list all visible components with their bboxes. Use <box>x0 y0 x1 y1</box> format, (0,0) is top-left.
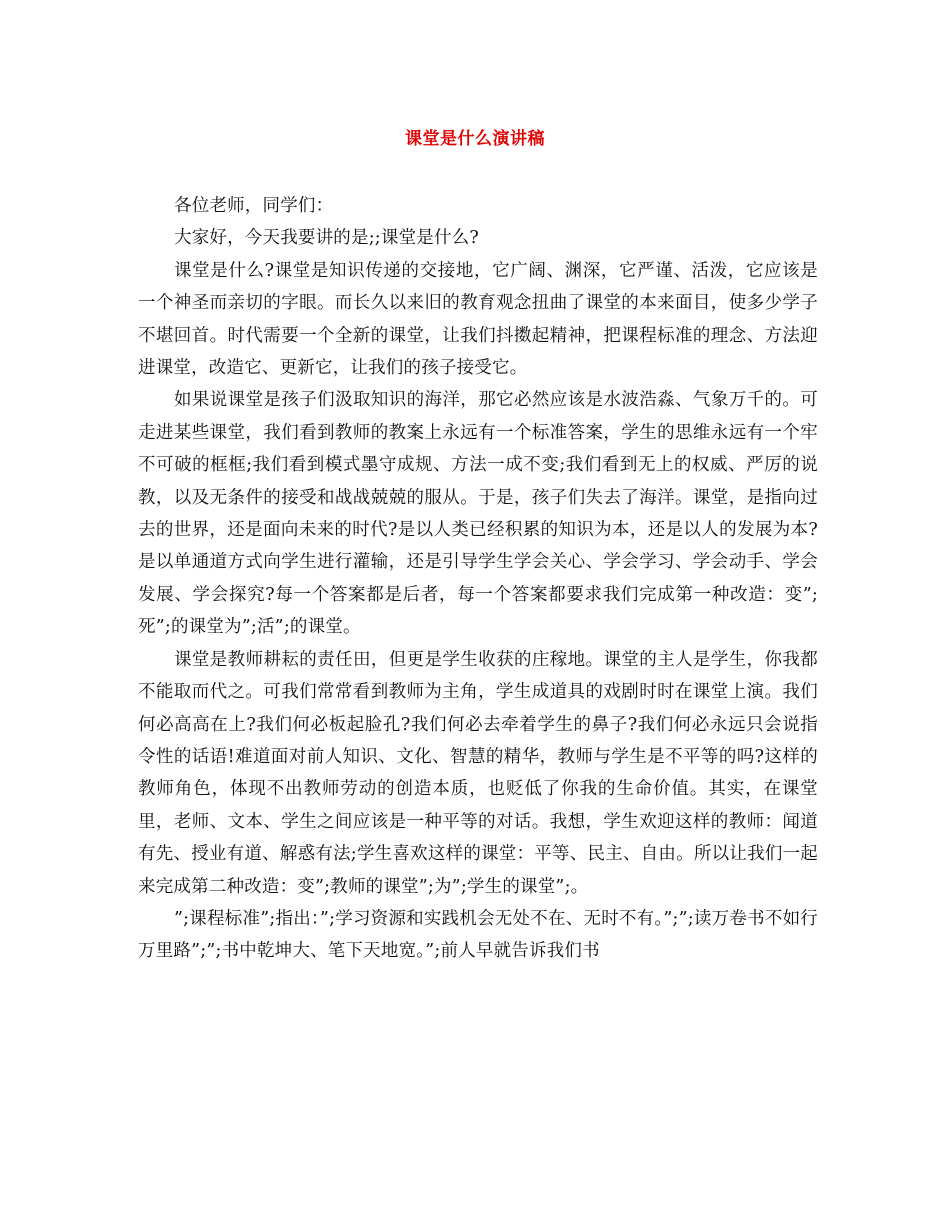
document-body <box>138 190 818 968</box>
paragraph-opening: 大家好，今天我要讲的是;;课堂是什么? <box>174 228 479 249</box>
document-title: 课堂是什么演讲稿 <box>405 129 545 149</box>
paragraph-curriculum-standard: ”;课程标准”;指出：”;学习资源和实践机会无处不在、无时不有。”;”;读万卷书不如行万里路”;”;书中乾坤大、笔下天地宽。”;前人早就告诉我们书 <box>138 908 818 962</box>
paragraph-ocean: 如果说课堂是孩子们汲取知识的海洋，那它必然应该是水波浩淼、气象万千的。可走进某些课堂，我们看到教师的教案上永远有一个标准答案，学生的思维永远有一个牢不可破的框框;我们看到模式墨守成规、方法一成不变;我们看到无上的权威、严厉的说教，以及无条件的接受和战战兢兢的服从。于是，孩子们失去了海洋。课堂，是指向过去的世界，还是面向未来的时代?是以人类已经积累的知识为本，还是以人的发展为本?是以单通道方式向学生进行灌输，还是引导学生学会关心、学会学习、学会动手、学会发展、学会探究?每一个答案都是后者，每一个答案都要求我们完成第一种改造：变”;死”;的课堂为”;活”;的课堂。 <box>138 390 818 638</box>
paragraph-responsibility-field: 课堂是教师耕耘的责任田，但更是学生收获的庄稼地。课堂的主人是学生，你我都不能取而代之。可我们常常看到教师为主角，学生成道具的戏剧时时在课堂上演。我们何必高高在上?我们何必板起脸孔?我们何必去牵着学生的鼻子?我们何必永远只会说指令性的话语!难道面对前人知识、文化、智慧的精华，教师与学生是不平等的吗?这样的教师角色，体现不出教师劳动的创造本质，也贬低了你我的生命价值。其实，在课堂里，老师、文本、学生之间应该是一种平等的对话。我想，学生欢迎这样的教师：闻道有先、授业有道、解惑有法;学生喜欢这样的课堂：平等、民主、自由。所以让我们一起来完成第二种改造：变”;教师的课堂”;为”;学生的课堂”;。 <box>138 649 818 897</box>
paragraph-what-is-classroom: 课堂是什么?课堂是知识传递的交接地，它广阔、渊深，它严谨、活泼，它应该是一个神圣而亲切的字眼。而长久以来旧的教育观念扭曲了课堂的本来面目，使多少学子不堪回首。时代需要一个全新的课堂，让我们抖擞起精神，把课程标准的理念、方法迎进课堂，改造它、更新它，让我们的孩子接受它。 <box>138 260 818 379</box>
paragraph-greeting: 各位老师，同学们： <box>174 196 334 216</box>
